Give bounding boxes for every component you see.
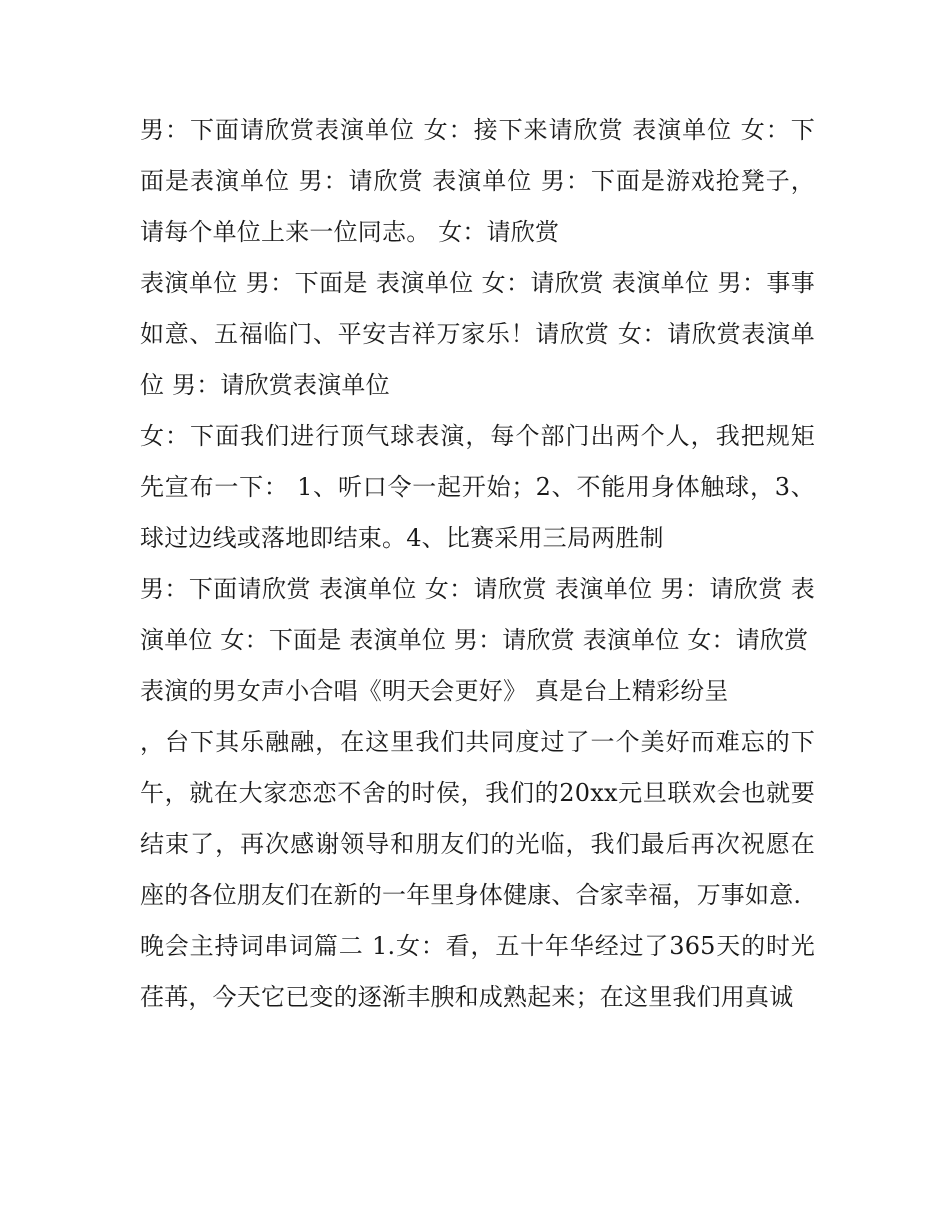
- paragraph: 女：下面我们进行顶气球表演，每个部门出两个人，我把规矩先宣布一下： 1、听口令一起开始；2、不能用身体触球，3、球过边线或落地即结束。4、比赛采用三局两胜制: [140, 422, 815, 552]
- paragraph: 男：下面请欣赏 表演单位 女：请欣赏 表演单位 男：请欣赏 表演单位 女：下面是 表演单位 男：请欣赏 表演单位 女：请欣赏: [140, 575, 815, 654]
- paragraph: 表演单位 男：下面是 表演单位 女：请欣赏 表演单位 男：事事如意、五福临门、平安吉祥万家乐！请欣赏 女：请欣赏表演单位 男：请欣赏表演单位: [140, 269, 815, 399]
- paragraph: 表演的男女声小合唱《明天会更好》 真是台上精彩纷呈: [140, 677, 729, 705]
- paragraph: ，台下其乐融融，在这里我们共同度过了一个美好而难忘的下午，就在大家恋恋不舍的时侯，我们的20xx元旦联欢会也就要结束了，再次感谢领导和朋友们的光临，我们最后再次祝愿在座的各位朋友们在新的一年里身体健康、合家幸福，万事如意.: [140, 728, 815, 909]
- paragraph: 晚会主持词串词篇二 1.女：看，五十年华经过了365天的时光荏苒，今天它已变的逐渐丰腴和成熟起来；在这里我们用真诚: [140, 932, 815, 1011]
- document-body: [140, 105, 815, 1023]
- paragraph: 男：下面请欣赏表演单位 女：接下来请欣赏 表演单位 女：下面是表演单位 男：请欣赏 表演单位 男：下面是游戏抢凳子，请每个单位上来一位同志。 女：请欣赏: [140, 116, 815, 246]
